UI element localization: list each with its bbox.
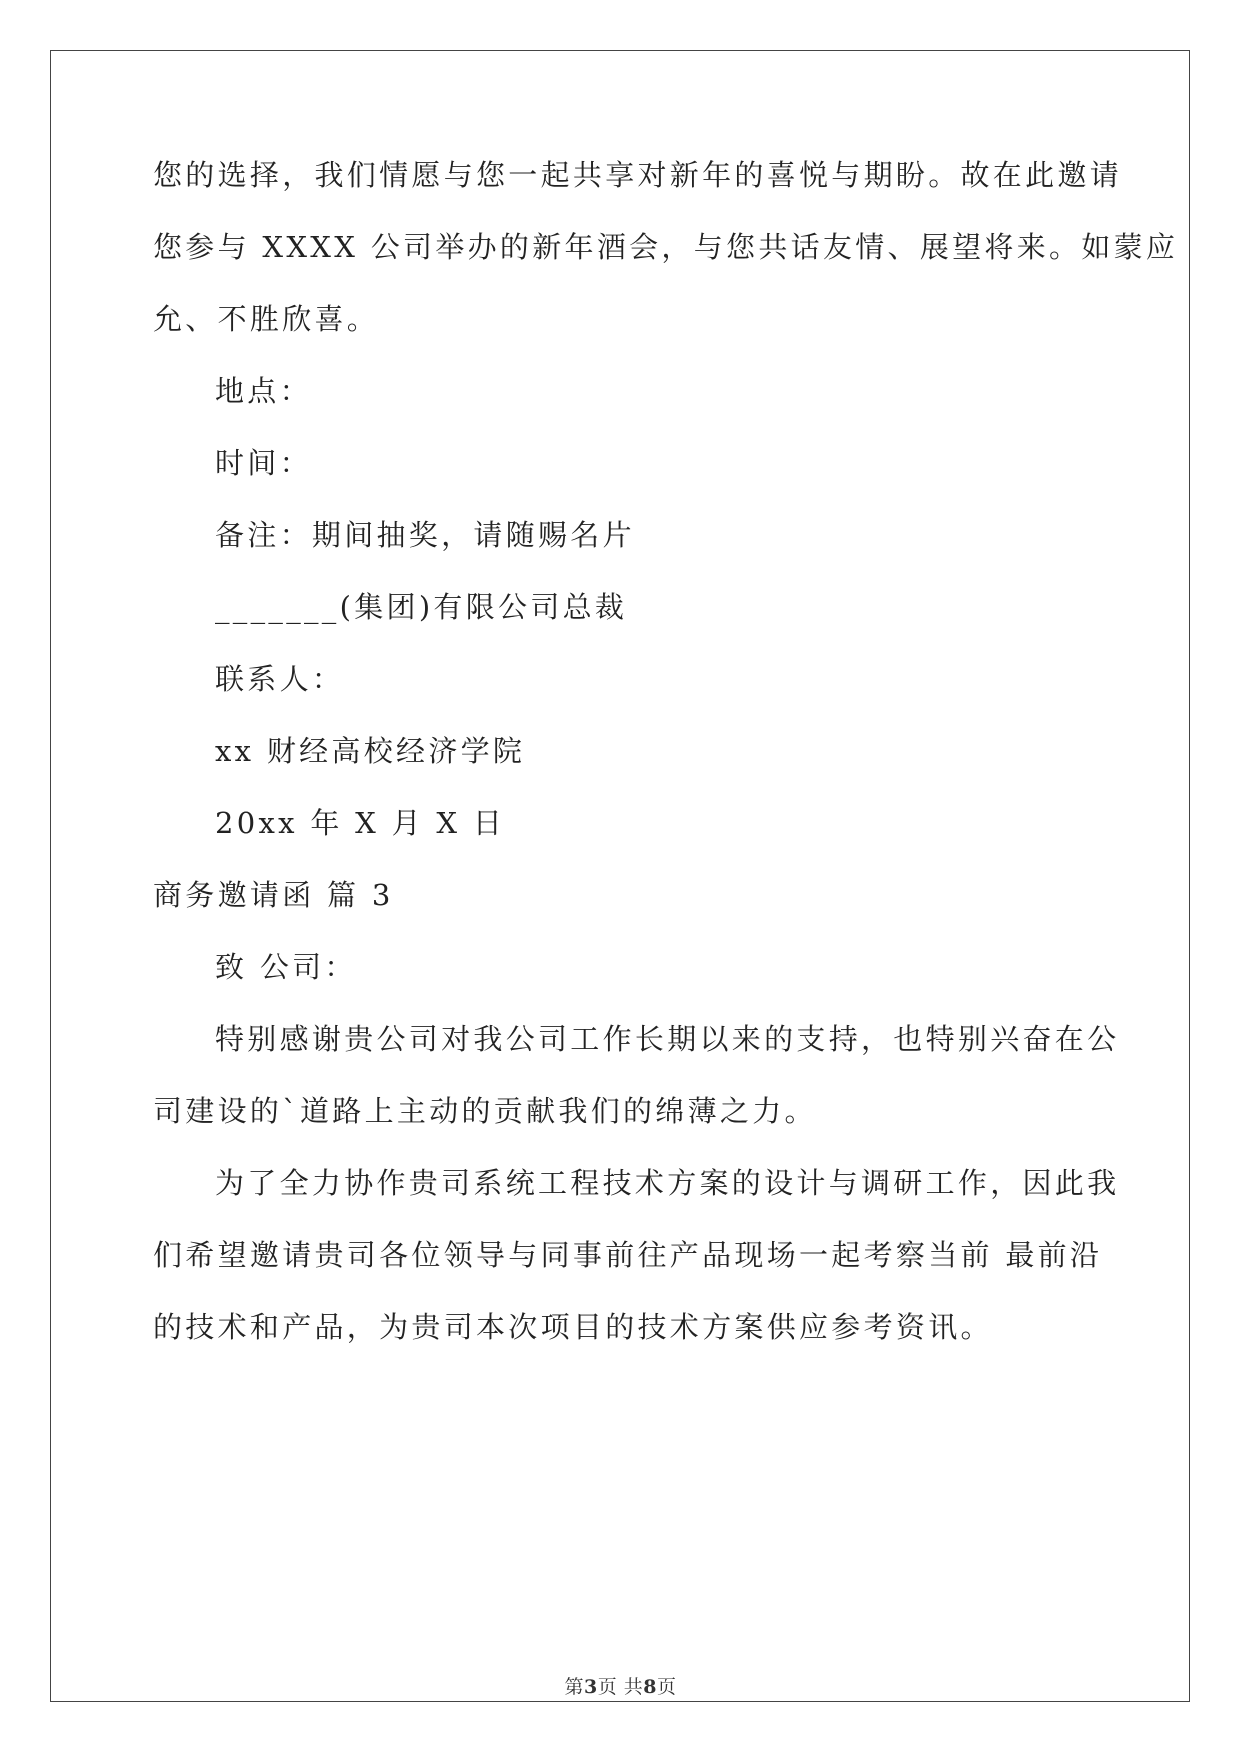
remark-line: 备注：期间抽奖，请随赐名片 (215, 518, 635, 552)
time-label: 时间： (215, 446, 312, 480)
body-text-line: 允、不胜欣喜。 (153, 302, 380, 336)
body-text-line: 您参与 XXXX 公司举办的新年酒会，与您共话友情、展望将来。如蒙应 (153, 230, 1179, 264)
page-total-number: 8 (643, 1676, 657, 1698)
body-text-line: 您的选择，我们情愿与您一起共享对新年的喜悦与期盼。故在此邀请 (153, 158, 1123, 192)
body-text-line: 特别感谢贵公司对我公司工作长期以来的支持，也特别兴奋在公 (215, 1022, 1120, 1056)
section-heading: 商务邀请函 篇 3 (153, 878, 394, 912)
body-text-line: 司建设的`道路上主动的贡献我们的绵薄之力。 (153, 1094, 817, 1128)
page-mid-text: 页 共 (597, 1676, 644, 1698)
contact-label: 联系人： (215, 662, 345, 696)
organization-line: xx 财经高校经济学院 (215, 734, 526, 768)
page-suffix: 页 (657, 1676, 677, 1698)
body-text-line: 的技术和产品，为贵司本次项目的技术方案供应参考资讯。 (153, 1310, 993, 1344)
page-prefix: 第 (564, 1676, 584, 1698)
body-text-line: 们希望邀请贵司各位领导与同事前往产品现场一起考察当前 最前沿 (153, 1238, 1103, 1272)
page-current-number: 3 (583, 1676, 598, 1698)
page-footer (0, 1675, 1241, 1699)
body-text-line: 为了全力协作贵司系统工程技术方案的设计与调研工作，因此我 (215, 1166, 1120, 1200)
signature-company-line: _______(集团)有限公司总裁 (215, 590, 628, 624)
location-label: 地点： (215, 374, 312, 408)
salutation-line: 致 公司： (215, 950, 357, 984)
date-line: 20xx 年 X 月 X 日 (215, 806, 506, 840)
